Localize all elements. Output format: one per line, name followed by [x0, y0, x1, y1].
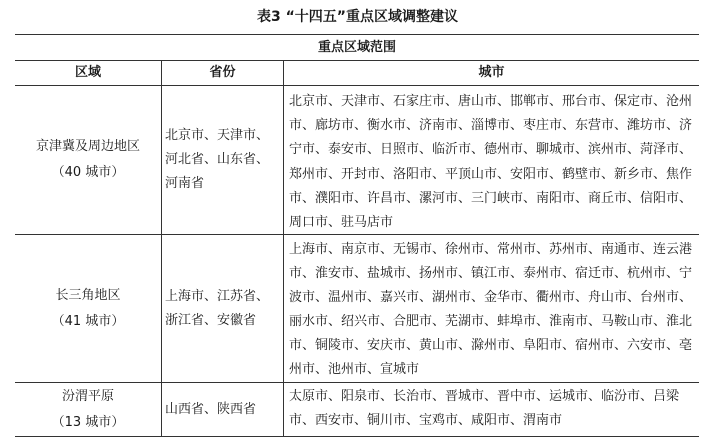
region-name: 汾渭平原 [61, 388, 114, 404]
region-city-count: （41 城市） [51, 313, 125, 329]
column-divider-1 [161, 60, 162, 436]
column-header-cities: 城市 [478, 65, 505, 80]
province-line: 北京市、天津市、 [165, 128, 270, 143]
region-name: 京津冀及周边地区 [35, 139, 140, 154]
column-divider-2 [283, 60, 284, 436]
province-line: 上海市、江苏省、 [165, 288, 270, 304]
province-line: 河南省 [165, 176, 205, 191]
region-cell-fenwei-plain [15, 383, 161, 436]
region-name: 长三角地区 [55, 287, 121, 303]
group-header: 重点区域范围 [317, 39, 396, 55]
region-city-count: （13 城市） [51, 414, 125, 430]
province-line: 河北省、山东省、 [165, 152, 270, 167]
cities-cell-yangtze-delta: 上海市、南京市、无锡市、徐州市、常州市、苏州市、南通市、连云港市、淮安市、盐城市、扬州市、镇江市、泰州市、宿迁市、杭州市、宁波市、温州市、嘉兴市、湖州市、金华市、衢州市、舟山市、台州市、丽水市、绍兴市、合肥市、芜湖市、蚌埠市、淮南市、马鞍山市、淮北市、铜陵市、安庆市、黄山市、滁州市、阜阳市、宿州市、六安市、亳州市、池州市、宣城市 [289, 242, 693, 377]
region-city-count: （40 城市） [51, 165, 125, 180]
region-cell-yangtze-delta [15, 235, 161, 382]
cities-cell-fenwei-plain: 太原市、阳泉市、长治市、晋城市、晋中市、运城市、临汾市、吕梁市、西安市、铜川市、宝鸡市、咸阳市、渭南市 [289, 389, 680, 428]
cities-cell-jingjinji: 北京市、天津市、石家庄市、唐山市、邯郸市、邢台市、保定市、沧州市、廊坊市、衡水市、济南市、淄博市、枣庄市、东营市、潍坊市、济宁市、泰安市、日照市、临沂市、德州市、聊城市、滨州市、菏泽市、郑州市、开封市、洛阳市、平顶山市、安阳市、鹤壁市、新乡市、焦作市、濮阳市、许昌市、漯河市、三门峡市、南阳市、商丘市、信阳市、周口市、驻马店市 [289, 94, 693, 231]
province-line: 浙江省、安徽省 [165, 312, 257, 328]
province-line: 山西省、陕西省 [165, 401, 257, 417]
region-cell-jingjinji [15, 86, 161, 234]
table-title: 表3 “十四五”重点区域调整建议 [256, 9, 459, 25]
province-cell-jingjinji [163, 86, 281, 234]
province-cell-yangtze-delta [163, 235, 281, 382]
column-header-province: 省份 [209, 65, 236, 80]
column-header-region: 区域 [74, 65, 101, 80]
rule-bottom [15, 436, 699, 437]
province-cell-fenwei-plain [163, 383, 281, 436]
